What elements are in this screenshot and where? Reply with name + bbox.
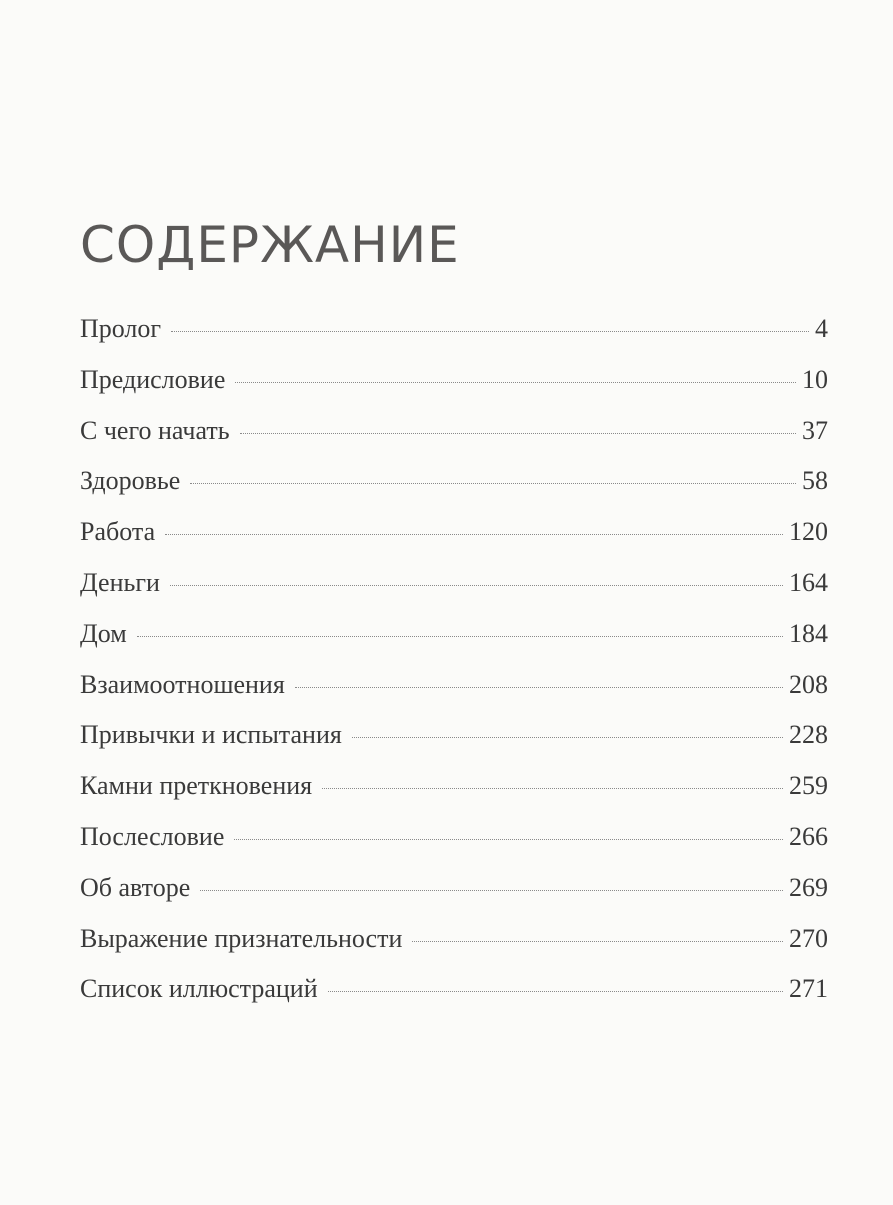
toc-entry-title: Выражение признательности (80, 923, 403, 953)
dotted-leader (190, 482, 796, 484)
dotted-leader (328, 990, 783, 992)
toc-entry[interactable] (80, 964, 828, 1015)
toc-entry-title: Взаимоотношения (80, 669, 285, 699)
toc-entry-page: 4 (815, 314, 828, 343)
toc-entry[interactable] (80, 660, 828, 711)
toc-entry[interactable] (80, 761, 828, 812)
toc-entry-page: 184 (789, 618, 828, 648)
dotted-leader (322, 787, 783, 789)
toc-entry[interactable] (80, 456, 828, 507)
dotted-leader (352, 736, 783, 738)
toc-entry-page: 266 (789, 821, 828, 851)
toc-entry-title: Список иллюстраций (80, 974, 318, 1004)
dotted-leader (137, 635, 783, 637)
toc-heading: СОДЕРЖАНИЕ (80, 216, 460, 274)
toc-entry-page: 120 (789, 517, 828, 547)
dotted-leader (234, 838, 783, 840)
toc-entry[interactable] (80, 914, 828, 965)
toc-entry[interactable] (80, 355, 828, 406)
toc-entry-page: 58 (802, 466, 828, 496)
dotted-leader (200, 889, 783, 891)
dotted-leader (235, 381, 796, 383)
toc-entry-title: Пролог (80, 314, 162, 343)
dotted-leader (295, 686, 783, 688)
toc-entry-page: 164 (789, 567, 828, 597)
toc-entry-page: 208 (789, 669, 828, 699)
dotted-leader (412, 940, 783, 942)
toc-entry-title: Камни преткновения (80, 771, 313, 801)
toc-entry-title: С чего начать (80, 415, 230, 445)
toc-entry-title: Привычки и испытания (80, 720, 342, 750)
toc-entry-page: 270 (789, 923, 828, 953)
toc-entry-page: 228 (789, 720, 828, 750)
dotted-leader (240, 432, 796, 434)
toc-entry[interactable] (80, 507, 828, 558)
toc-entry-title: Деньги (80, 567, 160, 597)
dotted-leader (165, 533, 783, 535)
toc-entry[interactable] (80, 710, 828, 761)
toc-entry-title: Дом (80, 618, 127, 648)
toc-entry[interactable] (80, 304, 828, 355)
toc-entry-page: 10 (802, 364, 828, 394)
toc-entry-page: 269 (789, 872, 828, 902)
toc-entry-page: 37 (802, 415, 828, 445)
toc-entry-title: Об авторе (80, 872, 191, 902)
toc-entry-page: 271 (789, 974, 828, 1004)
toc-entry-page: 259 (789, 771, 828, 801)
toc-list (80, 304, 828, 1015)
toc-entry-title: Предисловие (80, 364, 226, 394)
dotted-leader (171, 330, 809, 332)
toc-entry-title: Послесловие (80, 821, 225, 851)
toc-entry-title: Работа (80, 517, 156, 547)
toc-entry[interactable] (80, 609, 828, 660)
dotted-leader (170, 584, 783, 586)
toc-entry[interactable] (80, 863, 828, 914)
toc-entry-title: Здоровье (80, 466, 181, 496)
toc-entry[interactable] (80, 406, 828, 457)
toc-entry[interactable] (80, 812, 828, 863)
toc-entry[interactable] (80, 558, 828, 609)
